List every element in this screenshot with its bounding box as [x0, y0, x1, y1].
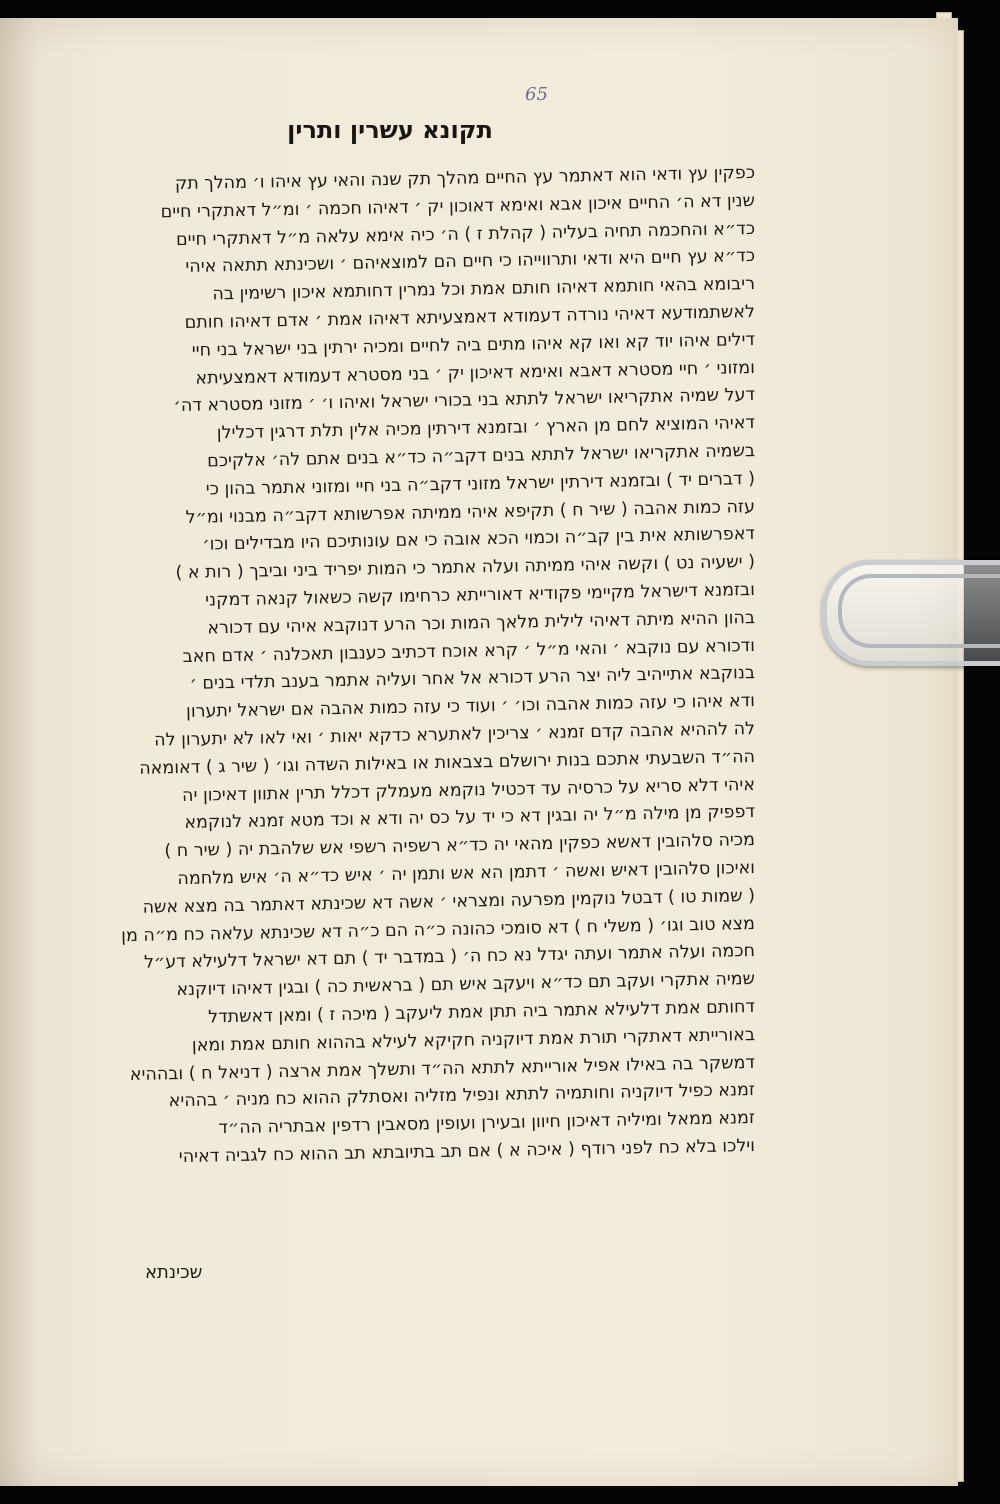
text-line: דמשקר בה באילו אפיל אורייתא לתתא הה״ד ותשלך אמת ארצה ( דניאל ח ) ובההיא [129, 1052, 756, 1085]
text-line: דילים איהו יוד קא ואו קא איהו מתים ביה לחיים ומכיה ירתין בני ישראל בני חיי [191, 329, 756, 361]
text-block [65, 160, 756, 1167]
text-line: דחותם אמת דלעילא אתמר ביה תתן אמת ליעקב ( מיכה ז ) ומאן דאשתדל [208, 996, 756, 1028]
text-line: כד״א והחכמה תחיה בעליה ( קהלת ז ) ה׳ כיה אימא עלאה מ״ל דאתקרי חיים [175, 218, 756, 250]
text-line: לאשתמודעא דאיהי נורדה דעמודא דאמצעיתא דאיהו אמת ׳ אדם דאיהו חותם [184, 301, 756, 333]
text-line: דאפרשותא אית בין קב״ה וכמוי הכא אובה כי אם עונותיכם היו מבדילים וכו׳ [202, 524, 756, 555]
text-line: כד״א עץ חיים היא ודאי ותרווייהו כי חיים הם למוצאיהם ׳ ושכינתא תתאה איהי [185, 246, 756, 278]
text-line: הה״ד השבעתי אתכם בנות ירושלם בצבאות או באילות השדה וגו׳ ( שיר ג ) דאומאה [139, 746, 756, 779]
text-line: ודא איהו כי עזה כמות אהבה וכו׳ ׳ ועוד כי עזה כמות אהבה אם ישראל יתערון [185, 691, 756, 723]
paper-clip-inner-loop [838, 574, 1000, 648]
text-line: מצא טוב וגו׳ ( משלי ח ) דא סומכי כהונה כ״ה הם כ״ה דא שכינתא עלאה כח מ״ה מן [121, 913, 756, 946]
text-line: בנוקבא אתייהיב ליה יצר הרע דכורא אל אחר ועליה אתמר בענב תלדי בנים ׳ [189, 663, 756, 695]
text-line: לה לההיא אהבה קדם זמנא ׳ צריכין לאתערא כדקא יאות ׳ ואי לאו לא יתערון לה [154, 718, 756, 751]
text-line: ודכורא עם נוקבא ׳ והאי מ״ל ׳ קרא אוכח דכתיב כענבון תאכלנה ׳ אדם חאב [182, 635, 756, 667]
text-line: ומזוני ׳ חיי מסטרא דאבא ואימא דאיכון יק ׳ בני מסטרא דעמודא דאמצעיתא [195, 357, 756, 389]
text-line: באורייתא דאתקרי תורת אמת דיוקניה חקיקא לעילא בההוא חותם אמת ומאן [191, 1024, 756, 1056]
text-line: מכיה סלהובין דאשא כפקין מהאי יה כד״א רשפיה רשפי אש שלהבת יה ( שיר ח ) [164, 830, 756, 862]
text-line: שמיה אתקרי ועקב תם כד״א ויעקב איש תם ( בראשית כה ) ובגין דאיהו דיוקנא [176, 969, 756, 1001]
text-line: כפקין עץ ודאי הוא דאתמר עץ החיים מהלך תק שנה והאי עץ איהו ו׳ מהלך תק [174, 163, 756, 195]
folio-number: 65 [525, 84, 548, 105]
text-line: דפפיק מן מילה מ״ל יה ובגין דא כי יד על כס יה ודא א וכד מטא זמנא לנוקמא [184, 802, 756, 834]
text-line: שנין דא ה׳ החיים איכון אבא ואימא דאוכון יק ׳ דאיהו חכמה ׳ ומ״ל דאתקרי חיים [160, 190, 756, 223]
text-line: ואיכון סלהובין דאיש ואשה ׳ דתמן הא אש ותמן יה ׳ איש כד״א ה׳ איש מלחמה [177, 857, 756, 890]
text-line: חכמה ועלה אתמר ועתה יגדל נא כח ה׳ ( במדבר יד ) תם דא ישראל דלעילא דע״ל [143, 941, 756, 974]
text-line: וילכו בלא כח לפני רודף ( איכה א ) אם תב בתיובתא תב ההוא כח לגביה דאיהי [178, 1135, 756, 1167]
text-line: זמנא ממאל ומיליה דאיכון חיוון ובעירן ועופין מסאבין רדפין אבתריה הה״ד [218, 1108, 756, 1139]
page-title: תקונא עשרין ותרין [287, 116, 493, 144]
catchword: שכינתא [145, 1262, 203, 1283]
text-line: ( ישעיה נט ) וקשה איהי ממיתה ועלה אתמר כי המות יפריד ביני וביבך ( רות א ) [175, 552, 756, 584]
text-line: ( דברים יד ) ובזמנא דירתין ישראל מזוני דקב״ה בני חיי ומזוני אתמר בהון כי [205, 468, 756, 500]
text-line: זמנא כפיל דיוקניה וחותמיה לתתא ונפיל מזליה ואסתלק ההוא כח מניה ׳ בההיא [168, 1080, 756, 1112]
text-line: בהון ההיא מיתה דאיהי לילית מלאך המות וכר הרע דנוקבא איהי עם דכורא [207, 607, 756, 639]
text-line: ובזמנא דישראל מקיימי פקודיא דאורייתא כרחימו קשה כשאול קנאה דמקני [204, 579, 756, 611]
text-line: איהי דלא סריא על כרסיה עד דכטיל נוקמא מעמלק דכלל תרין אתוון דאיכון יה [181, 774, 756, 806]
text-line: עזה כמות אהבה ( שיר ח ) תקיפא איהי ממיתה אפרשותא דקב״ה מבנוי ומ״ל [185, 496, 756, 528]
text-line: ( שמות טו ) דבטל נוקמין מפרעה ומצראי ׳ אשה דא שכינתא דאתמר בה מצא אשה [142, 885, 756, 918]
text-line: דאיהי המוציא לחם מן הארץ ׳ ובזמנא דירתין מכיה אלין תלת דרגין דכלילן [216, 413, 756, 444]
text-line: דעל שמיה אתקריאו ישראל לתתא בני בכורי ישראל ואיהו ו׳ ׳ מזוני מסטרא דה׳ [173, 385, 756, 417]
text-line: בשמיה אתקריאו ישראל לתתא בנים דקב״ה כד״א בנים אתם לה׳ אלקיכם [206, 440, 756, 472]
text-line: ריבומא בהאי חותמא דאיהו חותם אמת וכל נמרין דחותמא איכון רשימין בה [212, 274, 756, 305]
